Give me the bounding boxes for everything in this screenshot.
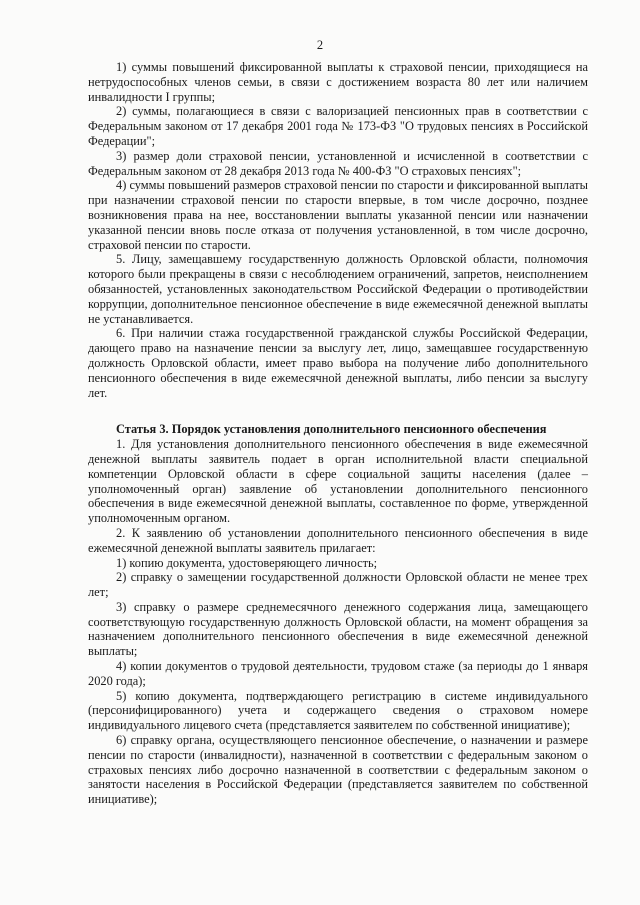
- paragraph: 6) справку органа, осуществляющего пенсионное обеспечение, о назначении и размере пенсии по старости (инвалидности), назначенной в соответствии с федеральным законом о страховых пенсиях либо досрочно назначенной в соответствии с федеральным законом о занятости населения в Российской Федерации (представляется заявителем по собственной инициативе);: [88, 733, 588, 807]
- paragraph: 5. Лицу, замещавшему государственную должность Орловской области, полномочия которого были прекращены в связи с несоблюдением ограничений, запретов, неисполнением обязанностей, установленных законодательством Российской Федерации о противодействии коррупции, дополнительное пенсионное обеспечение в виде ежемесячной денежной выплаты не устанавливается.: [88, 252, 588, 326]
- paragraph: 4) копии документов о трудовой деятельности, трудовом стаже (за периоды до 1 января 2020 года);: [88, 659, 588, 688]
- paragraph: 3) размер доли страховой пенсии, установленной и исчисленной в соответствии с Федеральным законом от 28 декабря 2013 года № 400-ФЗ "О страховых пенсиях";: [88, 148, 588, 178]
- paragraph: 2. К заявлению об установлении дополнительного пенсионного обеспечения в виде ежемесячной денежной выплаты заявитель прилагает:: [88, 525, 588, 555]
- paragraph: 3) справку о размере среднемесячного денежного содержания лица, замещающего соответствующую государственную должность Орловской области, на момент обращения за назначением дополнительного пенсионного обеспечения в виде ежемесячной денежной выплаты;: [88, 599, 588, 659]
- paragraph: 2) суммы, полагающиеся в связи с валоризацией пенсионных прав в соответствии с Федеральным законом от 17 декабря 2001 года № 173-ФЗ "О трудовых пенсиях в Российской Федерации";: [88, 104, 588, 148]
- paragraph: 6. При наличии стажа государственной гражданской службы Российской Федерации, дающего право на назначение пенсии за выслугу лет, лицо, замещавшее государственную должность Орловской области, имеет право выбора на получение либо дополнительного пенсионного обеспечения в виде ежемесячной денежной выплаты, либо пенсии за выслугу лет.: [88, 326, 588, 400]
- paragraph: 2) справку о замещении государственной должности Орловской области не менее трех лет;: [88, 570, 588, 600]
- paragraph: 1) копию документа, удостоверяющего личность;: [116, 555, 378, 570]
- paragraph: 1. Для установления дополнительного пенсионного обеспечения в виде ежемесячной денежной выплаты заявитель подает в орган исполнительной власти специальной компетенции Орловской области в сфере социальной защиты населения (далее – уполномоченный орган) заявление об установлении дополнительного пенсионного обеспечения в виде ежемесячной денежной выплаты, составленное по форме, утвержденной уполномоченным органом.: [88, 437, 588, 526]
- page-number: 2: [316, 38, 324, 52]
- article-heading: Статья 3. Порядок установления дополнительного пенсионного обеспечения: [116, 422, 547, 437]
- paragraph: 4) суммы повышений размеров страховой пенсии по старости и фиксированной выплаты при назначении страховой пенсии по старости впервые, в том числе досрочно, позднее возникновения права на нее, восстановлении выплаты указанной пенсии или назначении указанной пенсии вновь после отказа от получения установленной, в том числе досрочно, страховой пенсии по старости.: [88, 178, 588, 252]
- paragraph: 1) суммы повышений фиксированной выплаты к страховой пенсии, приходящиеся на нетрудоспособных членов семьи, в связи с достижением возраста 80 лет или наличием инвалидности I группы;: [88, 60, 588, 104]
- paragraph: 5) копию документа, подтверждающего регистрацию в системе индивидуального (персонифицированного) учета и содержащего сведения о страховом номере индивидуального лицевого счета (представляется заявителем по собственной инициативе);: [88, 688, 588, 733]
- document-body: [88, 60, 588, 807]
